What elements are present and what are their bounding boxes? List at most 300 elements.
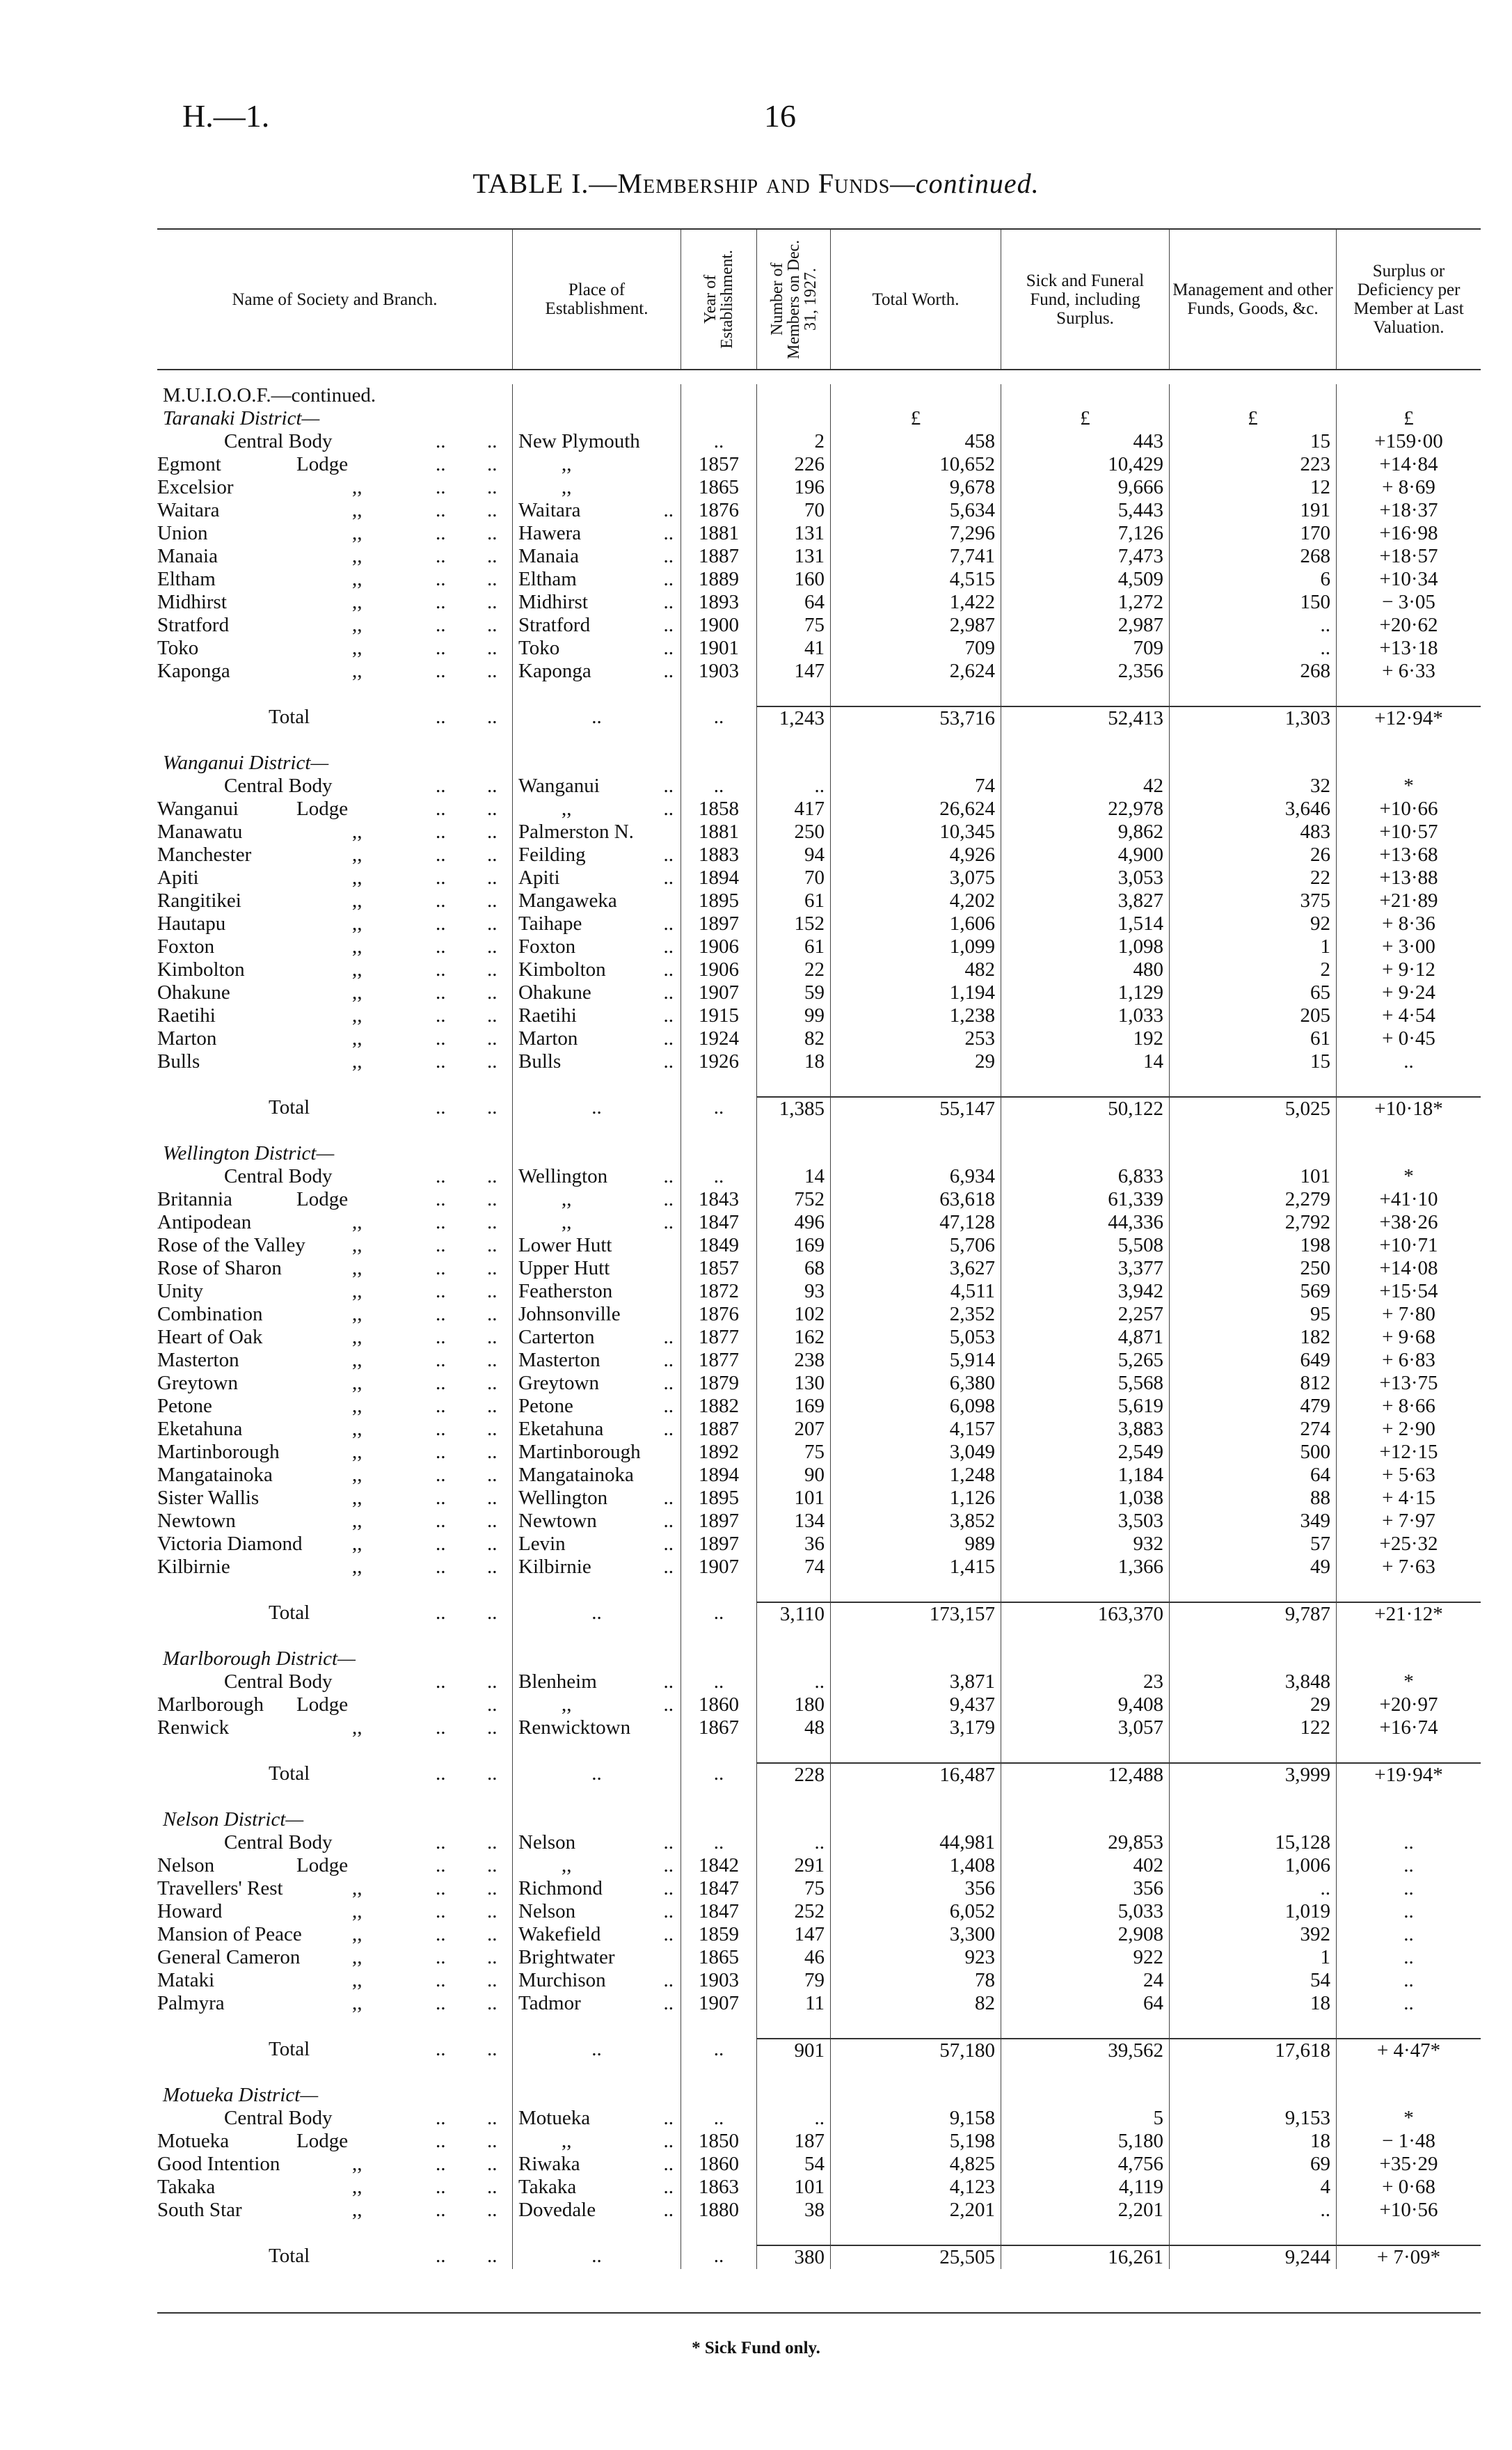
leader-dots: .. (663, 522, 674, 544)
management-funds: 95 (1169, 1303, 1336, 1326)
branch-name: Ohakune (157, 981, 230, 1004)
members: 38 (756, 2199, 830, 2222)
branch-name-cell (157, 1923, 512, 1946)
table-row (157, 1510, 1481, 1533)
members: 131 (756, 545, 830, 568)
members: 752 (756, 1188, 830, 1211)
management-funds: 92 (1169, 912, 1336, 935)
branch-name: Stratford (157, 614, 230, 636)
leader-dots: .. (487, 1854, 498, 1876)
table-title (0, 167, 1512, 200)
total-surplus: +19·94* (1336, 1762, 1481, 1787)
empty-cell (1169, 1785, 1336, 1808)
management-funds: 375 (1169, 890, 1336, 912)
empty-cell (1001, 1739, 1169, 1762)
branch-name: Central Body (224, 2107, 333, 2129)
leader-dots: .. (436, 958, 446, 981)
surplus-per-member: + 6·83 (1336, 1349, 1481, 1372)
branch-type: ,, (352, 2176, 363, 2198)
empty-cell (681, 683, 756, 706)
management-funds: 26 (1169, 844, 1336, 867)
branch-name-cell (157, 430, 512, 453)
branch-type: ,, (352, 2199, 363, 2221)
sick-funeral-fund: 9,862 (1001, 821, 1169, 844)
col-header-management-funds: Management and other Funds, Goods, &c. (1169, 230, 1336, 369)
total-worth: 4,825 (830, 2153, 1001, 2176)
members: 70 (756, 867, 830, 890)
leader-dots: .. (436, 1946, 446, 1968)
year-established: 1892 (681, 1441, 756, 1464)
place-cell (512, 1946, 681, 1969)
branch-name: Bulls (157, 1050, 200, 1073)
total-surplus: +10·18* (1336, 1096, 1481, 1121)
members: 99 (756, 1004, 830, 1027)
leader-dots: .. (663, 1165, 674, 1187)
branch-type: ,, (352, 1234, 363, 1256)
surplus-per-member: +10·56 (1336, 2199, 1481, 2222)
surplus-per-member: − 1·48 (1336, 2130, 1481, 2153)
branch-name-cell (157, 2199, 512, 2222)
total-worth: 2,352 (830, 1303, 1001, 1326)
place-name: Johnsonville (518, 1303, 621, 1325)
surplus-per-member: +10·71 (1336, 1234, 1481, 1257)
management-funds: 223 (1169, 453, 1336, 476)
place-cell (512, 821, 681, 844)
branch-type: ,, (352, 1349, 363, 1371)
leader-dots: .. (663, 798, 674, 820)
leader-dots: .. (487, 476, 498, 498)
sick-funeral-fund: 4,900 (1001, 844, 1169, 867)
leader-dots: .. (487, 1900, 498, 1922)
management-funds: 3,646 (1169, 798, 1336, 821)
empty-cell (1169, 384, 1336, 407)
table-row (157, 1395, 1481, 1418)
branch-name-cell (157, 1418, 512, 1441)
empty-cell (681, 1625, 756, 1647)
management-funds: 88 (1169, 1487, 1336, 1510)
total-worth: 6,098 (830, 1395, 1001, 1418)
table-row (157, 2199, 1481, 2222)
table-row (157, 1533, 1481, 1556)
place-name: ,, (562, 1188, 572, 1210)
empty-cell (1001, 1119, 1169, 1142)
leader-dots: .. (487, 935, 498, 958)
branch-type: ,, (352, 935, 363, 958)
year-established: 1883 (681, 844, 756, 867)
surplus-per-member: .. (1336, 1831, 1481, 1854)
table-row (157, 1004, 1481, 1027)
branch-name: Rangitikei (157, 890, 241, 912)
page-reference: H.—1. (182, 98, 270, 134)
table-row (157, 890, 1481, 912)
branch-name-cell (157, 890, 512, 912)
leader-dots: .. (487, 890, 498, 912)
empty-cell (1001, 2084, 1169, 2107)
place-name: Nelson (518, 1831, 576, 1854)
branch-name-cell (157, 1854, 512, 1877)
sick-funeral-fund: 5,508 (1001, 1234, 1169, 1257)
branch-name: Howard (157, 1900, 223, 1922)
year-established: 1894 (681, 1464, 756, 1487)
leader-dots: .. (487, 2153, 498, 2175)
place-blank: .. (512, 2245, 681, 2269)
sick-funeral-fund: 42 (1001, 775, 1169, 798)
surplus-per-member: + 8·36 (1336, 912, 1481, 935)
sick-funeral-fund: 61,339 (1001, 1188, 1169, 1211)
management-funds: 69 (1169, 2153, 1336, 2176)
total-management-funds: 3,999 (1169, 1762, 1336, 1787)
table-row (157, 1670, 1481, 1693)
total-row (157, 2245, 1481, 2268)
place-name: Bulls (518, 1050, 562, 1073)
leader-dots: .. (487, 1395, 498, 1417)
place-name: Takaka (518, 2176, 577, 2198)
spacer-row (157, 1119, 1481, 1142)
branch-type: ,, (352, 821, 363, 843)
leader-dots: .. (436, 1533, 446, 1555)
members: 102 (756, 1303, 830, 1326)
branch-type: ,, (352, 1923, 363, 1945)
spacer-row (157, 2061, 1481, 2084)
total-row (157, 706, 1481, 729)
year-established: 1897 (681, 912, 756, 935)
branch-type: ,, (352, 1395, 363, 1417)
leader-dots: .. (487, 2199, 498, 2221)
leader-dots: .. (663, 614, 674, 636)
members: 160 (756, 568, 830, 591)
leader-dots: .. (663, 1670, 674, 1693)
year-established: 1907 (681, 981, 756, 1004)
leader-dots: .. (487, 1716, 498, 1739)
leader-dots: .. (663, 1395, 674, 1417)
leader-dots: .. (663, 775, 674, 797)
branch-name-cell (157, 1027, 512, 1050)
branch-name: Mataki (157, 1969, 215, 1991)
place-name: Eltham (518, 568, 577, 590)
spacer-row (157, 2222, 1481, 2245)
leader-dots: .. (663, 912, 674, 935)
table-row (157, 798, 1481, 821)
table-row (157, 775, 1481, 798)
members: 82 (756, 1027, 830, 1050)
branch-name-cell (157, 2130, 512, 2153)
branch-name: Masterton (157, 1349, 239, 1371)
leader-dots: .. (663, 591, 674, 613)
empty-cell (830, 1142, 1001, 1165)
sick-funeral-fund: 2,908 (1001, 1923, 1169, 1946)
branch-name: Antipodean (157, 1211, 252, 1233)
empty-cell (1001, 384, 1169, 407)
management-funds: 500 (1169, 1441, 1336, 1464)
empty-cell (1336, 1142, 1481, 1165)
table-header (157, 228, 1481, 370)
year-established: 1907 (681, 1556, 756, 1579)
place-cell (512, 1854, 681, 1877)
sick-funeral-fund: 5,619 (1001, 1395, 1169, 1418)
place-blank: .. (512, 706, 681, 730)
sick-funeral-fund: 3,503 (1001, 1510, 1169, 1533)
leader-dots: .. (487, 1050, 498, 1073)
surplus-per-member: * (1336, 2107, 1481, 2130)
empty-cell (1001, 1647, 1169, 1670)
empty-cell (830, 1119, 1001, 1142)
branch-name: Renwick (157, 1716, 230, 1739)
year-established: 1879 (681, 1372, 756, 1395)
place-cell (512, 614, 681, 637)
leader-dots: .. (663, 2107, 674, 2129)
branch-name-cell (157, 1533, 512, 1556)
place-name: Marton (518, 1027, 578, 1050)
total-sick-fund: 52,413 (1001, 706, 1169, 730)
surplus-per-member: +16·98 (1336, 522, 1481, 545)
members: 36 (756, 1533, 830, 1556)
total-sick-fund: 12,488 (1001, 1762, 1169, 1787)
currency-symbol: £ (830, 407, 1001, 430)
sick-funeral-fund: 5 (1001, 2107, 1169, 2130)
leader-dots: .. (663, 1349, 674, 1371)
leader-dots: .. (487, 706, 498, 728)
branch-name-cell (157, 912, 512, 935)
place-name: Masterton (518, 1349, 600, 1371)
branch-name-cell (157, 1280, 512, 1303)
branch-name-cell (157, 1831, 512, 1854)
place-cell (512, 890, 681, 912)
total-worth: 5,053 (830, 1326, 1001, 1349)
management-funds: 649 (1169, 1349, 1336, 1372)
branch-name-cell (157, 958, 512, 981)
year-established: 1880 (681, 2199, 756, 2222)
col-header-members-text: Number of Members on Dec. 31, 1927. (767, 239, 820, 359)
place-name: Dovedale (518, 2199, 596, 2221)
year-established: 1915 (681, 1004, 756, 1027)
total-sick-fund: 16,261 (1001, 2245, 1169, 2269)
year-established: 1847 (681, 1877, 756, 1900)
table-row (157, 1211, 1481, 1234)
leader-dots: .. (436, 1050, 446, 1073)
empty-cell (1169, 1579, 1336, 1602)
leader-dots: .. (436, 867, 446, 889)
year-established: 1887 (681, 1418, 756, 1441)
empty-cell (830, 1647, 1001, 1670)
sick-funeral-fund: 4,871 (1001, 1326, 1169, 1349)
year-established: .. (681, 430, 756, 453)
management-funds: 569 (1169, 1280, 1336, 1303)
place-cell (512, 981, 681, 1004)
branch-name-cell (157, 522, 512, 545)
branch-type: ,, (352, 591, 363, 613)
table-row (157, 1992, 1481, 2015)
leader-dots: .. (436, 1326, 446, 1348)
branch-name: Egmont (157, 453, 221, 475)
empty-cell (756, 1579, 830, 1602)
empty-cell (512, 1739, 681, 1762)
leader-dots: .. (487, 499, 498, 521)
place-cell (512, 1992, 681, 2015)
total-worth: 1,408 (830, 1854, 1001, 1877)
total-label: Total (269, 2038, 310, 2060)
branch-name-cell (157, 1188, 512, 1211)
surplus-per-member: + 2·90 (1336, 1418, 1481, 1441)
leader-dots: .. (436, 935, 446, 958)
place-name: Wellington (518, 1165, 608, 1187)
management-funds: 29 (1169, 1693, 1336, 1716)
management-funds: 1,006 (1169, 1854, 1336, 1877)
branch-name-cell (157, 867, 512, 890)
empty-cell (830, 752, 1001, 775)
leader-dots: .. (663, 1877, 674, 1899)
empty-cell (830, 1579, 1001, 1602)
empty-cell (681, 2222, 756, 2245)
branch-type: ,, (352, 2153, 363, 2175)
members: 187 (756, 2130, 830, 2153)
total-worth: 3,627 (830, 1257, 1001, 1280)
total-worth: 78 (830, 1969, 1001, 1992)
total-worth: 4,926 (830, 844, 1001, 867)
management-funds: 15 (1169, 430, 1336, 453)
total-management-funds: 9,787 (1169, 1602, 1336, 1626)
year-established: 1906 (681, 935, 756, 958)
surplus-per-member: + 9·12 (1336, 958, 1481, 981)
empty-cell (1001, 729, 1169, 752)
surplus-per-member: +20·62 (1336, 614, 1481, 637)
place-cell (512, 591, 681, 614)
leader-dots: .. (663, 867, 674, 889)
members: 70 (756, 499, 830, 522)
empty-cell (756, 384, 830, 407)
empty-cell (1336, 2084, 1481, 2107)
order-heading: M.U.I.O.O.F.—continued. (163, 384, 376, 406)
empty-cell (157, 729, 512, 752)
surplus-per-member: + 7·97 (1336, 1510, 1481, 1533)
table-row (157, 1556, 1481, 1579)
leader-dots: .. (487, 2176, 498, 2198)
empty-cell (157, 2061, 512, 2084)
sick-funeral-fund: 1,038 (1001, 1487, 1169, 1510)
management-funds: .. (1169, 2199, 1336, 2222)
branch-type: ,, (352, 1533, 363, 1555)
empty-cell (756, 683, 830, 706)
col-header-total-worth: Total Worth. (830, 230, 1001, 369)
branch-name: Central Body (224, 775, 333, 797)
place-cell (512, 1395, 681, 1418)
leader-dots: .. (663, 1533, 674, 1555)
leader-dots: .. (487, 1877, 498, 1899)
year-established: 1924 (681, 1027, 756, 1050)
surplus-per-member: + 6·33 (1336, 660, 1481, 683)
empty-cell (1169, 2015, 1336, 2038)
branch-name: Eltham (157, 568, 216, 590)
empty-cell (681, 2061, 756, 2084)
year-established: 1849 (681, 1234, 756, 1257)
members: 54 (756, 2153, 830, 2176)
branch-type: ,, (352, 867, 363, 889)
empty-cell (157, 2015, 512, 2038)
branch-name-cell (157, 1969, 512, 1992)
empty-cell (157, 1625, 512, 1647)
place-cell (512, 637, 681, 660)
surplus-per-member: + 3·00 (1336, 935, 1481, 958)
place-cell (512, 1441, 681, 1464)
total-surplus: +21·12* (1336, 1602, 1481, 1626)
place-cell (512, 1487, 681, 1510)
branch-name: Eketahuna (157, 1418, 243, 1440)
branch-name-cell (157, 476, 512, 499)
surplus-per-member: * (1336, 775, 1481, 798)
table-row (157, 545, 1481, 568)
management-funds: 3,848 (1169, 1670, 1336, 1693)
members: 147 (756, 660, 830, 683)
total-worth: 1,606 (830, 912, 1001, 935)
total-worth: 5,706 (830, 1234, 1001, 1257)
table-row (157, 1234, 1481, 1257)
members: .. (756, 1670, 830, 1693)
leader-dots: .. (487, 1670, 498, 1693)
branch-type: Lodge (296, 1693, 349, 1716)
branch-name: Excelsior (157, 476, 234, 498)
total-members: 3,110 (756, 1602, 830, 1626)
district-heading: Taranaki District— (163, 407, 320, 429)
branch-type: Lodge (296, 1854, 349, 1876)
branch-name-cell (157, 935, 512, 958)
branch-name: Marton (157, 1027, 217, 1050)
branch-type: ,, (352, 1877, 363, 1899)
branch-type: ,, (352, 1372, 363, 1394)
leader-dots: .. (663, 1510, 674, 1532)
branch-name: Palmyra (157, 1992, 225, 2014)
table-row (157, 981, 1481, 1004)
footnote: * Sick Fund only. (692, 2339, 820, 2357)
empty-cell (756, 1739, 830, 1762)
leader-dots: .. (436, 912, 446, 935)
place-cell (512, 935, 681, 958)
branch-name: General Cameron (157, 1946, 301, 1968)
branch-type: ,, (352, 958, 363, 981)
branch-name: Martinborough (157, 1441, 280, 1463)
table-row (157, 453, 1481, 476)
place-cell (512, 1877, 681, 1900)
surplus-per-member: +18·37 (1336, 499, 1481, 522)
sick-funeral-fund: 932 (1001, 1533, 1169, 1556)
empty-cell (681, 1785, 756, 1808)
sick-funeral-fund: 9,666 (1001, 476, 1169, 499)
members: 90 (756, 1464, 830, 1487)
management-funds: 812 (1169, 1372, 1336, 1395)
total-worth: 3,871 (830, 1670, 1001, 1693)
leader-dots: .. (436, 1303, 446, 1325)
empty-cell (512, 1785, 681, 1808)
leader-dots: .. (436, 1854, 446, 1876)
empty-cell (1169, 2061, 1336, 2084)
leader-dots: .. (436, 1510, 446, 1532)
sick-funeral-fund: 5,180 (1001, 2130, 1169, 2153)
leader-dots: .. (436, 568, 446, 590)
surplus-per-member: − 3·05 (1336, 591, 1481, 614)
year-established: 1882 (681, 1395, 756, 1418)
sick-funeral-fund: 5,568 (1001, 1372, 1169, 1395)
empty-cell (1169, 729, 1336, 752)
branch-name: Victoria Diamond (157, 1533, 303, 1555)
year-established: .. (681, 1165, 756, 1188)
management-funds: .. (1169, 637, 1336, 660)
spacer-row (157, 1739, 1481, 1762)
surplus-per-member: +14·08 (1336, 1257, 1481, 1280)
place-name: Blenheim (518, 1670, 597, 1693)
empty-cell (830, 2222, 1001, 2245)
members: 417 (756, 798, 830, 821)
surplus-per-member: +16·74 (1336, 1716, 1481, 1739)
total-surplus: +12·94* (1336, 706, 1481, 730)
table-row (157, 499, 1481, 522)
